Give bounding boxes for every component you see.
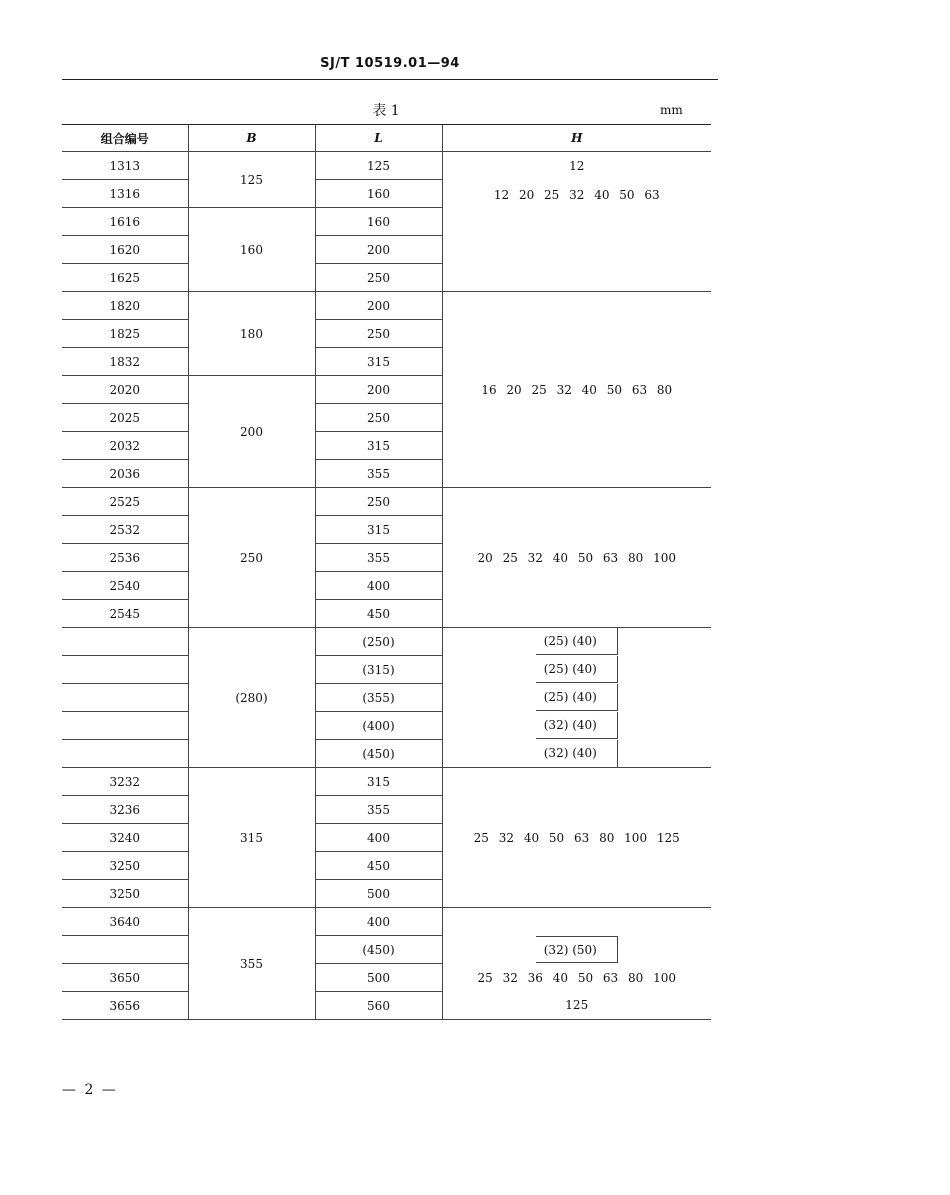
h-cell — [442, 768, 711, 908]
l-cell: (315) — [315, 656, 442, 684]
code-cell: 3640 — [62, 908, 188, 936]
table-title: 表 1 — [372, 103, 400, 119]
l-cell: 160 — [315, 180, 442, 208]
standard-code-header: SJ/T 10519.01—94 — [320, 56, 460, 71]
code-cell: 1316 — [62, 180, 188, 208]
code-cell: 2532 — [62, 516, 188, 544]
h-values: (32) (40) — [536, 712, 618, 739]
column-header-h: H — [442, 125, 711, 152]
code-cell — [62, 628, 188, 656]
code-cell: 1832 — [62, 348, 188, 376]
l-cell: 400 — [315, 824, 442, 852]
table-row — [62, 740, 711, 768]
l-cell: 355 — [315, 796, 442, 824]
l-cell: 500 — [315, 880, 442, 908]
table-row — [62, 656, 711, 684]
l-cell: 450 — [315, 852, 442, 880]
l-cell: 200 — [315, 236, 442, 264]
table-row — [62, 992, 711, 1020]
table-row — [62, 628, 711, 656]
b-cell: 355 — [188, 908, 315, 1020]
l-cell: 250 — [315, 404, 442, 432]
code-cell — [62, 656, 188, 684]
l-cell: (400) — [315, 712, 442, 740]
table-row — [62, 152, 711, 180]
b-cell: 125 — [188, 152, 315, 208]
table-row — [62, 292, 711, 320]
code-cell: 3240 — [62, 824, 188, 852]
h-cell — [442, 936, 711, 964]
table-row — [62, 712, 711, 740]
l-cell: 200 — [315, 292, 442, 320]
column-header-b: B — [188, 125, 315, 152]
b-cell: 250 — [188, 488, 315, 628]
l-cell: 125 — [315, 152, 442, 180]
h-cell — [442, 992, 711, 1020]
b-cell: 315 — [188, 768, 315, 908]
table-row — [62, 684, 711, 712]
table-row — [62, 964, 711, 992]
code-cell: 1825 — [62, 320, 188, 348]
code-cell: 1620 — [62, 236, 188, 264]
page-number: — 2 — — [62, 1082, 118, 1098]
h-values: 12 — [569, 158, 585, 173]
table-row — [62, 180, 711, 208]
header-rule — [62, 79, 718, 80]
l-cell: 315 — [315, 348, 442, 376]
code-cell: 2545 — [62, 600, 188, 628]
code-cell: 2032 — [62, 432, 188, 460]
code-cell: 3236 — [62, 796, 188, 824]
l-cell: (355) — [315, 684, 442, 712]
l-cell: 560 — [315, 992, 442, 1020]
b-cell: 200 — [188, 376, 315, 488]
table-header-row — [62, 125, 711, 152]
code-cell: 2025 — [62, 404, 188, 432]
h-cell — [442, 656, 711, 684]
code-cell: 2536 — [62, 544, 188, 572]
table-row — [62, 908, 711, 936]
l-cell: 315 — [315, 516, 442, 544]
h-values: 12 20 25 32 40 50 63 — [493, 187, 660, 202]
code-cell: 3250 — [62, 852, 188, 880]
l-cell: 355 — [315, 460, 442, 488]
code-cell — [62, 936, 188, 964]
l-cell: (450) — [315, 740, 442, 768]
h-values: 20 25 32 40 50 63 80 100 — [477, 550, 676, 565]
h-values: (32) (50) — [536, 936, 618, 963]
table-row — [62, 488, 711, 516]
h-cell — [442, 684, 711, 712]
h-cell — [442, 152, 711, 180]
h-values: (25) (40) — [536, 656, 618, 683]
column-header-code: 组合编号 — [62, 125, 188, 152]
table-row — [62, 936, 711, 964]
b-cell: 180 — [188, 292, 315, 376]
code-cell: 1625 — [62, 264, 188, 292]
l-cell: 315 — [315, 768, 442, 796]
code-cell: 3656 — [62, 992, 188, 1020]
code-cell — [62, 684, 188, 712]
dimension-table — [62, 124, 711, 1020]
code-cell: 2540 — [62, 572, 188, 600]
h-cell — [442, 740, 711, 768]
h-cell — [442, 628, 711, 656]
code-cell: 3650 — [62, 964, 188, 992]
l-cell: 400 — [315, 908, 442, 936]
l-cell: (450) — [315, 936, 442, 964]
code-cell — [62, 712, 188, 740]
code-cell: 3232 — [62, 768, 188, 796]
code-cell: 2020 — [62, 376, 188, 404]
h-cell — [442, 712, 711, 740]
l-cell: 355 — [315, 544, 442, 572]
code-cell: 3250 — [62, 880, 188, 908]
l-cell: 250 — [315, 264, 442, 292]
l-cell: 315 — [315, 432, 442, 460]
l-cell: 160 — [315, 208, 442, 236]
l-cell: 400 — [315, 572, 442, 600]
b-cell: 160 — [188, 208, 315, 292]
h-values: 125 — [565, 998, 589, 1013]
table-unit: mm — [660, 103, 683, 117]
code-cell: 1616 — [62, 208, 188, 236]
h-cell — [442, 180, 711, 292]
h-values: 16 20 25 32 40 50 63 80 — [481, 382, 673, 397]
b-cell: (280) — [188, 628, 315, 768]
h-values: (25) (40) — [536, 684, 618, 711]
h-cell — [442, 292, 711, 488]
l-cell: 250 — [315, 320, 442, 348]
column-header-l: L — [315, 125, 442, 152]
h-values: 25 32 40 50 63 80 100 125 — [473, 830, 680, 845]
code-cell: 1313 — [62, 152, 188, 180]
h-values: 25 32 36 40 50 63 80 100 — [477, 970, 676, 985]
l-cell: 200 — [315, 376, 442, 404]
code-cell: 2036 — [62, 460, 188, 488]
l-cell: 450 — [315, 600, 442, 628]
l-cell: 250 — [315, 488, 442, 516]
table-row — [62, 768, 711, 796]
h-cell — [442, 908, 711, 936]
h-values: (32) (40) — [536, 740, 618, 767]
l-cell: (250) — [315, 628, 442, 656]
code-cell: 2525 — [62, 488, 188, 516]
code-cell — [62, 740, 188, 768]
h-values: (25) (40) — [536, 628, 618, 655]
h-cell — [442, 964, 711, 992]
h-cell — [442, 488, 711, 628]
code-cell: 1820 — [62, 292, 188, 320]
l-cell: 500 — [315, 964, 442, 992]
